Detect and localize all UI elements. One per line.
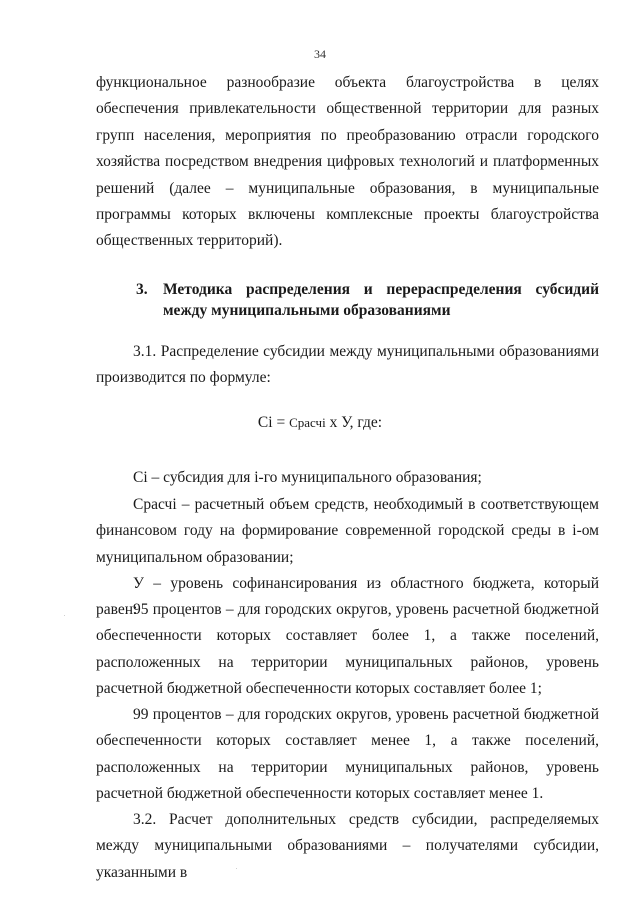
rate-99-percent: 99 процентов – для городских округов, уровень расчетной бюджетной обеспеченности которых составляет менее 1, а также поселений, расположенных на территории муниципальных районов, уровень расчетной бюджетной обеспеченности которых составляет менее 1. — [96, 706, 599, 803]
section-title: Методика распределения и перераспределения субсидий между муниципальными образованиями — [163, 281, 599, 319]
definition-y: У – уровень софинансирования из областного бюджета, который равен: — [96, 575, 599, 619]
page-number: 34 — [314, 47, 326, 61]
paragraph-3-1: 3.1. Распределение субсидии между муниципальными образованиями производится по формуле: — [96, 343, 599, 387]
formula — [0, 414, 640, 432]
formula-rhs: Срасчi — [289, 415, 326, 430]
section-number: 3. — [136, 281, 148, 298]
formula-times: х — [325, 414, 342, 431]
intro-paragraph: функциональное разнообразие объекта благоустройства в целях обеспечения привлекательности общественной территории для разных групп населения, мероприятия по преобразованию отрасли городского хозяйства посредством внедрения цифровых технологий и платформенных решений (далее – муниципальные образования, в муниципальные программы которых включены комплексные проекты благоустройства общественных территорий). — [96, 74, 599, 250]
formula-equals: = — [272, 414, 290, 431]
scan-speck — [64, 615, 65, 616]
definition-srasch: Срасчi – расчетный объем средств, необходимый в соответствующем финансовом году на формирование современной городской среды в i-ом муниципальном образовании; — [96, 496, 599, 566]
definition-ci: Ci – субсидия для i-го муниципального образования; — [133, 469, 482, 486]
formula-tail: , где: — [349, 414, 383, 431]
rate-95-percent: 95 процентов – для городских округов, уровень расчетной бюджетной обеспеченности которых составляет более 1, а также поселений, расположенных на территории муниципальных районов, уровень расчетной бюджетной обеспеченности которых составляет более 1; — [96, 601, 599, 698]
section-heading — [136, 279, 599, 321]
paragraph-3-2: 3.2. Расчет дополнительных средств субсидии, распределяемых между муниципальными образованиями – получателями субсидии, указанными в — [96, 811, 599, 881]
scan-speck — [236, 868, 237, 869]
formula-y: У — [341, 414, 350, 431]
formula-lhs: Ci — [257, 414, 273, 431]
